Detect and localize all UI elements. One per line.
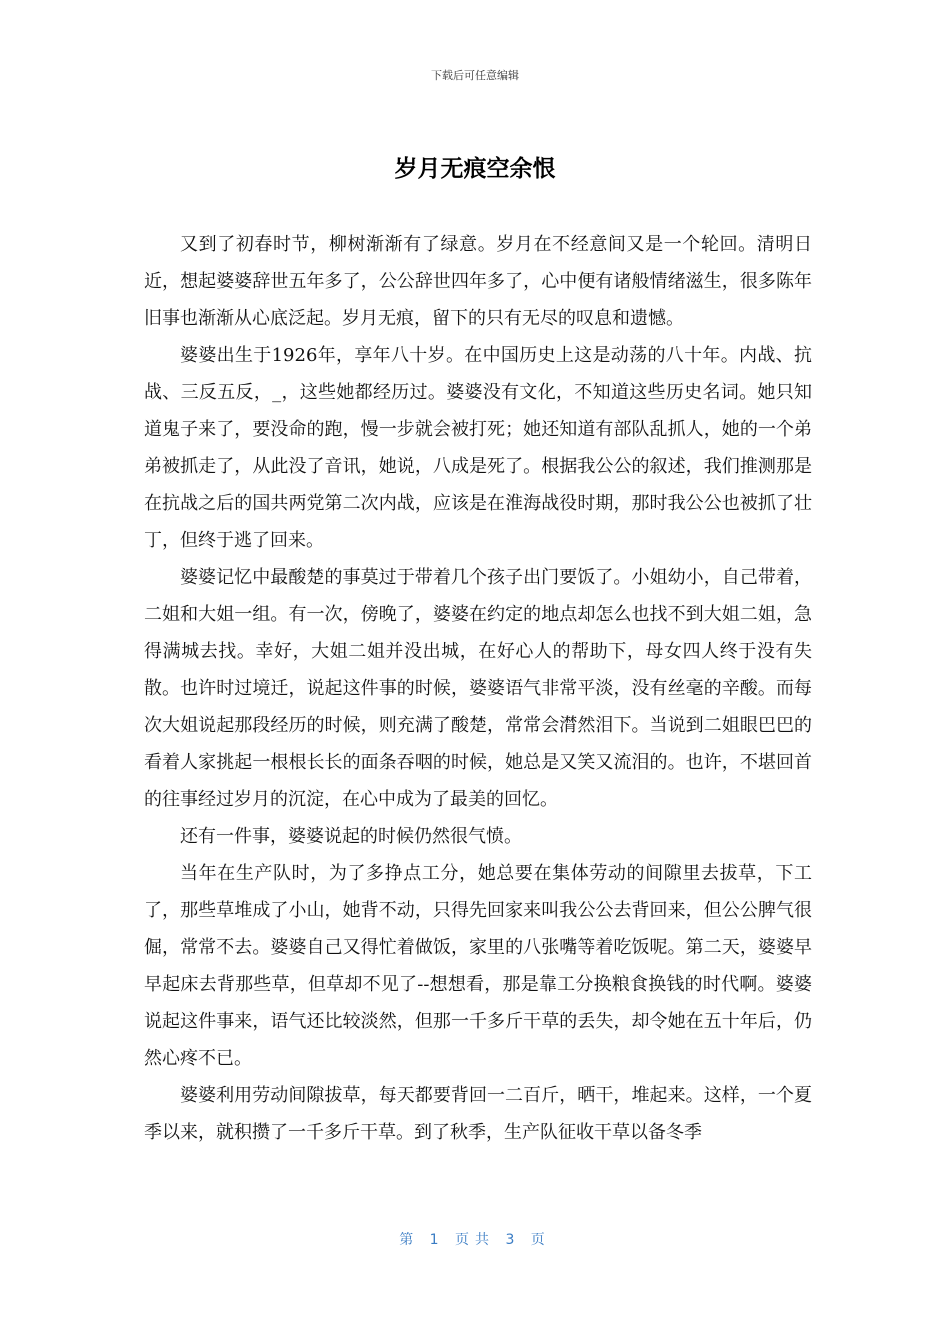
page-footer: 第 1 页共 3 页: [399, 1232, 551, 1248]
document-title: 岁月无痕空余恨: [394, 156, 556, 182]
header-note: 下载后可任意编辑: [431, 69, 519, 82]
paragraph-2: 婆婆出生于1926年，享年八十岁。在中国历史上这是动荡的八十年。内战、抗战、三反五反，_，这些她都经历过。婆婆没有文化，不知道这些历史名词。她只知道鬼子来了，要没命的跑，慢一步就会被打死；她还知道有部队乱抓人，她的一个弟弟被抓走了，从此没了音讯，她说，八成是死了。根据我公公的叙述，我们推测那是在抗战之后的国共两党第二次内战，应该是在淮海战役时期，那时我公公也被抓了壮丁，但终于逃了回来。: [144, 345, 812, 551]
paragraph-1: 又到了初春时节，柳树渐渐有了绿意。岁月在不经意间又是一个轮回。清明日近，想起婆婆辞世五年多了，公公辞世四年多了，心中便有诸般情绪滋生，很多陈年旧事也渐渐从心底泛起。岁月无痕，留下的只有无尽的叹息和遗憾。: [144, 234, 812, 329]
paragraph-4: 还有一件事，婆婆说起的时候仍然很气愤。: [180, 826, 522, 847]
paragraph-5: 当年在生产队时，为了多挣点工分，她总要在集体劳动的间隙里去拔草，下工了，那些草堆成了小山，她背不动，只得先回家来叫我公公去背回来，但公公脾气很倔，常常不去。婆婆自己又得忙着做饭，家里的八张嘴等着吃饭呢。第二天，婆婆早早起床去背那些草，但草却不见了--想想看，那是靠工分换粮食换钱的时代啊。婆婆说起这件事来，语气还比较淡然，但那一千多斤干草的丢失，却令她在五十年后，仍然心疼不已。: [144, 863, 812, 1069]
paragraph-3: 婆婆记忆中最酸楚的事莫过于带着几个孩子出门要饭了。小姐幼小，自己带着，二姐和大姐一组。有一次，傍晚了，婆婆在约定的地点却怎么也找不到大姐二姐，急得满城去找。幸好，大姐二姐并没出城，在好心人的帮助下，母女四人终于没有失散。也许时过境迁，说起这件事的时候，婆婆语气非常平淡，没有丝毫的辛酸。而每次大姐说起那段经历的时候，则充满了酸楚，常常会潸然泪下。当说到二姐眼巴巴的看着人家挑起一根根长长的面条吞咽的时候，她总是又笑又流泪的。也许，不堪回首的往事经过岁月的沉淀，在心中成为了最美的回忆。: [144, 567, 812, 810]
document-body: [144, 226, 812, 1151]
paragraph-6: 婆婆利用劳动间隙拔草，每天都要背回一二百斤，晒干，堆起来。这样，一个夏季以来，就积攒了一千多斤干草。到了秋季，生产队征收干草以备冬季: [144, 1085, 812, 1143]
